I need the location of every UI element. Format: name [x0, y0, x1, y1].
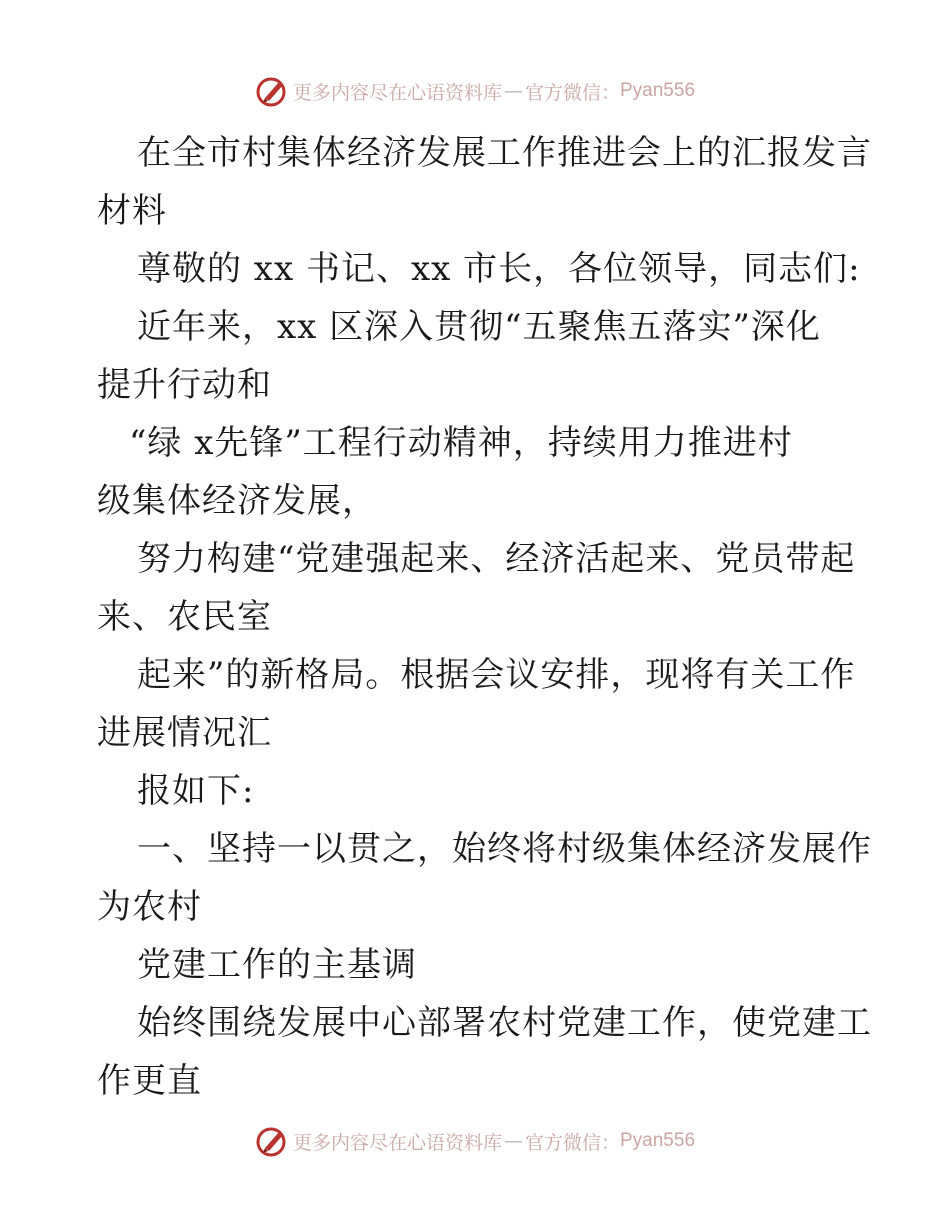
text-line: “绿 x先锋”工程行动精神，持续用力推进村 — [129, 423, 793, 463]
footer-watermark — [0, 1121, 950, 1161]
text-line: 一、坚持一以贯之，始终将村级集体经济发展作 — [137, 829, 872, 869]
watermark-separator: — — [503, 80, 523, 102]
text-line: 近年来，xx 区深入贯彻“五聚焦五落实”深化 — [137, 307, 821, 347]
watermark-text: 更多内容尽在心语资料库 — [292, 1131, 502, 1154]
watermark-wechat-label: 官方微信： — [524, 1131, 620, 1154]
text-line: 提升行动和 — [97, 365, 272, 405]
header-watermark — [0, 71, 950, 111]
text-line: 作更直 — [97, 1061, 202, 1101]
watermark-wechat-id: Pyan556 — [620, 80, 696, 101]
watermark-text: 更多内容尽在心语资料库 — [292, 81, 502, 104]
pen-logo-icon — [255, 1124, 289, 1158]
text-line: 报如下: — [137, 771, 255, 811]
text-line: 在全市村集体经济发展工作推进会上的汇报发言 — [137, 133, 872, 173]
pen-logo-icon — [255, 74, 289, 108]
document-body — [97, 124, 872, 1110]
text-line: 起来”的新格局。根据会议安排，现将有关工作 — [137, 655, 856, 695]
text-line: 来、农民室 — [97, 597, 272, 637]
text-line: 级集体经济发展， — [97, 481, 377, 521]
watermark-separator: — — [503, 1130, 523, 1152]
text-line: 进展情况汇 — [97, 713, 272, 753]
text-line: 材料 — [97, 191, 167, 231]
watermark-wechat-label: 官方微信： — [524, 81, 620, 104]
text-line: 为农村 — [97, 887, 202, 927]
text-line: 努力构建“党建强起来、经济活起来、党员带起 — [137, 539, 856, 579]
watermark-wechat-id: Pyan556 — [620, 1130, 696, 1151]
text-line: 尊敬的 xx 书记、xx 市长，各位领导，同志们: — [137, 249, 861, 289]
text-line: 始终围绕发展中心部署农村党建工作，使党建工 — [137, 1003, 872, 1043]
text-line: 党建工作的主基调 — [137, 945, 417, 985]
